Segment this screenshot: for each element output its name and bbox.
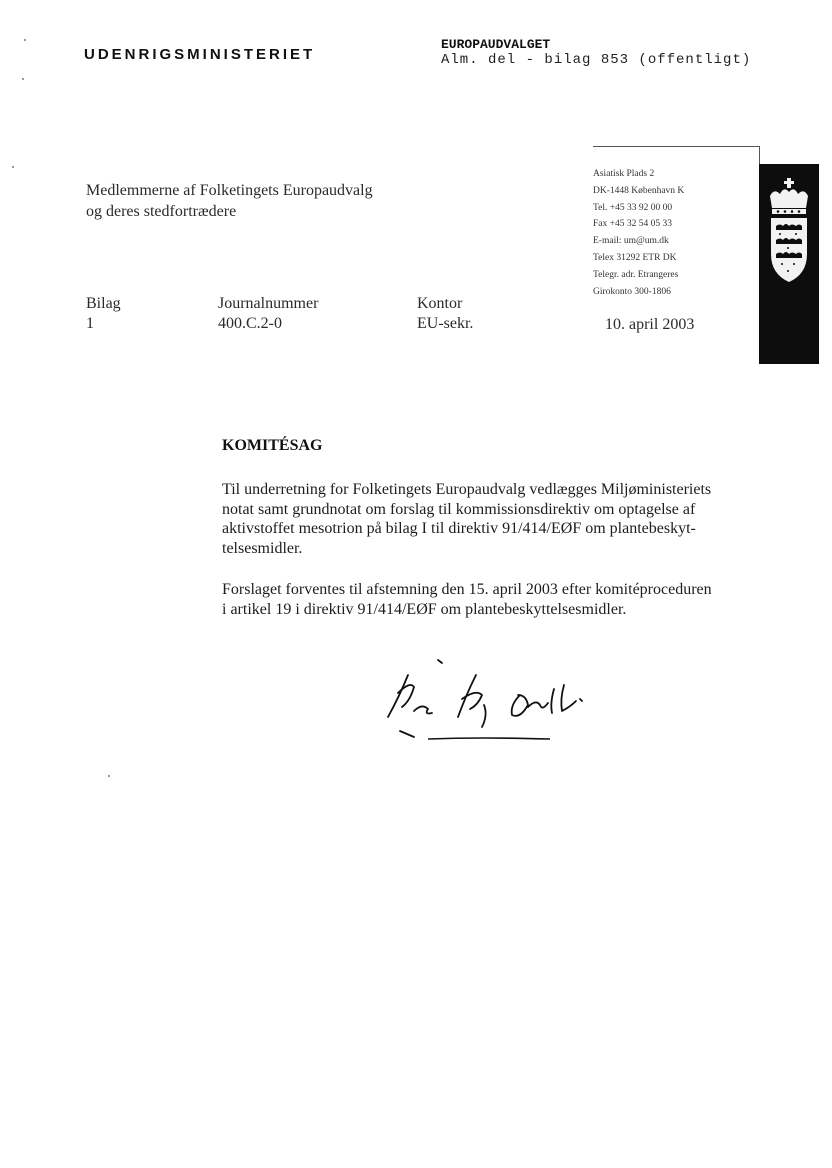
bilag-value: 1: [86, 315, 94, 332]
scan-speck: [12, 166, 14, 168]
ministry-name: UDENRIGSMINISTERIET: [84, 46, 316, 63]
body-paragraph-1: [222, 480, 762, 558]
document-reference-stamp: Alm. del - bilag 853 (offentligt): [441, 52, 752, 68]
recipient-line: Medlemmerne af Folketingets Europaudvalg: [86, 182, 373, 199]
address-email: E-mail: um@um.dk: [593, 236, 669, 247]
journal-label: Journalnummer: [218, 295, 319, 312]
paragraph-line: aktivstoffet mesotrion på bilag I til direktiv 91/414/EØF om plantebeskyt-: [222, 520, 696, 537]
letter-date: 10. april 2003: [605, 316, 695, 333]
address-tel: Tel. +45 33 92 00 00: [593, 202, 673, 213]
kontor-label: Kontor: [417, 295, 463, 312]
paragraph-line: Til underretning for Folketingets Europaudvalg vedlægges Miljøministeriets: [222, 481, 712, 498]
handwritten-signature: [380, 655, 610, 750]
body-paragraph-2: [222, 580, 762, 619]
address-telegr: Telegr. adr. Etrangeres: [593, 269, 679, 280]
coat-of-arms-icon: [766, 176, 812, 286]
address-rule: [593, 146, 760, 147]
bilag-label: Bilag: [86, 295, 121, 312]
scan-speck: [24, 39, 26, 41]
crest-bar: [759, 164, 819, 364]
paragraph-line: i artikel 19 i direktiv 91/414/EØF om plantebeskyttelsesmidler.: [222, 600, 627, 618]
document-heading: KOMITÉSAG: [222, 437, 323, 454]
address-city: DK-1448 København K: [593, 185, 685, 196]
scan-speck: [108, 775, 110, 777]
address-fax: Fax +45 32 54 05 33: [593, 219, 672, 230]
address-street: Asiatisk Plads 2: [593, 169, 655, 179]
scan-speck: [22, 78, 24, 80]
recipient-block: [86, 180, 373, 222]
address-rule-tick: [759, 146, 760, 164]
ministry-address: [593, 166, 684, 300]
paragraph-line: telsesmidler.: [222, 539, 303, 557]
paragraph-line: Forslaget forventes til afstemning den 15. april 2003 efter komitéproceduren: [222, 581, 712, 598]
kontor-value: EU-sekr.: [417, 315, 474, 332]
journal-value: 400.C.2-0: [218, 315, 282, 332]
committee-stamp: EUROPAUDVALGET: [441, 37, 551, 52]
address-telex: Telex 31292 ETR DK: [593, 252, 677, 263]
address-giro: Girokonto 300-1806: [593, 286, 671, 297]
recipient-line: og deres stedfortrædere: [86, 203, 237, 220]
paragraph-line: notat samt grundnotat om forslag til kommissionsdirektiv om optagelse af: [222, 500, 696, 518]
